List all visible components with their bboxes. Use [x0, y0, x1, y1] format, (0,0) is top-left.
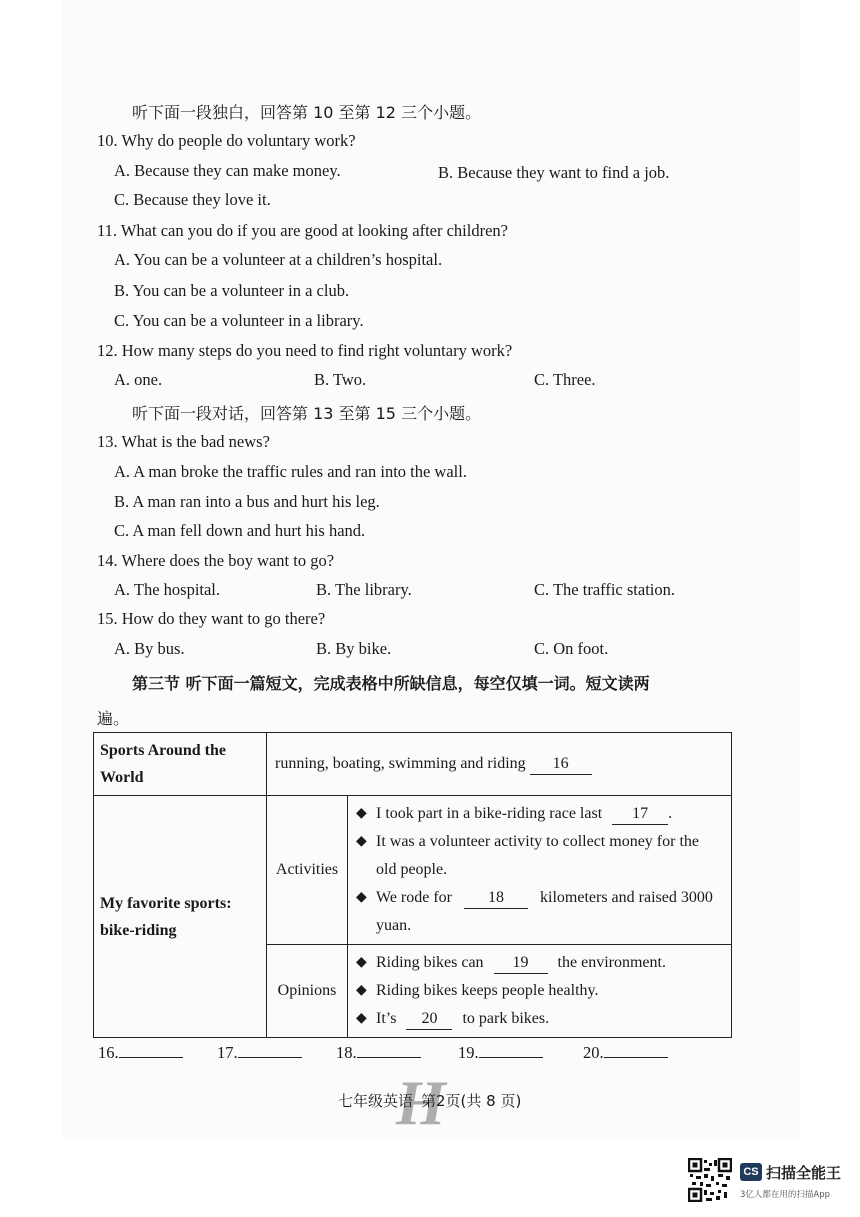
q10-option-c: C. Because they love it. — [114, 190, 271, 209]
sports-list-cell — [267, 733, 732, 796]
answer-blank-20[interactable]: 20 — [406, 1009, 452, 1030]
page-footer — [338, 1090, 521, 1111]
answer-slot-18[interactable] — [336, 1043, 421, 1063]
opinion-3-end: to park bikes. — [462, 1010, 550, 1027]
activities-cell — [348, 796, 732, 945]
list-item — [356, 828, 723, 884]
q11-option-b: B. You can be a volunteer in a club. — [114, 281, 350, 300]
table-row — [94, 796, 732, 945]
diamond-bullet-icon: ◆ — [356, 834, 367, 849]
sports-list-text: running, boating, swimming and riding — [275, 755, 526, 772]
activity-1-end: . — [668, 805, 673, 822]
answer-line[interactable] — [604, 1057, 668, 1058]
diamond-bullet-icon: ◆ — [356, 806, 367, 821]
table-row — [94, 733, 732, 796]
activity-1-text: I took part in a bike-riding race last — [376, 805, 603, 822]
answer-slot-20[interactable] — [583, 1043, 668, 1063]
list-item — [356, 884, 723, 940]
question-15: 15. How do they want to go there? — [97, 609, 326, 628]
diamond-bullet-icon: ◆ — [356, 955, 367, 970]
question-12: 12. How many steps do you need to find right voluntary work? — [97, 341, 513, 360]
q11-option-a: A. You can be a volunteer at a children’s hospital. — [114, 250, 443, 269]
question-10: 10. Why do people do voluntary work? — [97, 131, 356, 150]
sports-around-world-header: Sports Around the World — [94, 733, 267, 796]
q12-option-c: C. Three. — [534, 370, 596, 389]
h-watermark: H — [396, 1067, 446, 1138]
opinions-label: Opinions — [267, 945, 348, 1038]
opinion-1-end: the environment. — [557, 954, 666, 971]
section3-heading: 第三节 听下面一篇短文，完成表格中所缺信息，每空仅填一词。短文读两 — [132, 674, 650, 693]
q13-option-c: C. A man fell down and hurt his hand. — [114, 521, 366, 540]
camscanner-logo-icon: CS — [740, 1163, 762, 1181]
opinion-1-text: Riding bikes can — [376, 954, 484, 971]
answer-line[interactable] — [357, 1057, 421, 1058]
list-item — [356, 800, 723, 828]
answer-slot-19[interactable] — [458, 1043, 543, 1063]
answer-slot-16[interactable] — [98, 1043, 183, 1063]
answer-line[interactable] — [119, 1057, 183, 1058]
list-item — [356, 949, 723, 977]
answer-blank-18[interactable]: 18 — [464, 888, 528, 909]
q15-option-b: B. By bike. — [316, 639, 392, 658]
instruction-monologue: 听下面一段独白，回答第 10 至第 12 三个小题。 — [132, 103, 482, 122]
q10-option-a: A. Because they can make money. — [114, 161, 341, 180]
q12-option-b: B. Two. — [314, 370, 367, 389]
listening-table — [93, 732, 732, 1038]
answer-number: 20. — [583, 1043, 604, 1062]
answer-slot-17[interactable] — [217, 1043, 302, 1063]
question-13: 13. What is the bad news? — [97, 432, 270, 451]
favorite-sports-header: My favorite sports: bike-riding — [94, 796, 267, 1038]
answer-number: 17. — [217, 1043, 238, 1062]
q15-option-a: A. By bus. — [114, 639, 185, 658]
q13-option-a: A. A man broke the traffic rules and ran into the wall. — [114, 462, 467, 481]
activity-3-text: We rode for — [376, 889, 453, 906]
section3-heading-cont: 遍。 — [97, 709, 130, 728]
qr-code-icon — [688, 1158, 732, 1202]
diamond-bullet-icon: ◆ — [356, 1011, 367, 1026]
opinions-cell — [348, 945, 732, 1038]
answer-blank-19[interactable]: 19 — [494, 953, 548, 974]
opinion-2-text: Riding bikes keeps people healthy. — [376, 982, 599, 999]
answer-number: 18. — [336, 1043, 357, 1062]
scanner-brand: 扫描全能王 — [766, 1164, 842, 1182]
question-14: 14. Where does the boy want to go? — [97, 551, 335, 570]
q15-option-c: C. On foot. — [534, 639, 609, 658]
answer-number: 16. — [98, 1043, 119, 1062]
q10-option-b: B. Because they want to find a job. — [438, 163, 670, 182]
answer-number: 19. — [458, 1043, 479, 1062]
diamond-bullet-icon: ◆ — [356, 983, 367, 998]
diamond-bullet-icon: ◆ — [356, 890, 367, 905]
scanner-tagline: 3亿人都在用的扫描App — [740, 1190, 831, 1200]
answer-line[interactable] — [238, 1057, 302, 1058]
q14-option-b: B. The library. — [316, 580, 412, 599]
subject-label: 七年级英语 — [338, 1092, 414, 1110]
activity-2-text: It was a volunteer activity to collect money for the old people. — [376, 833, 699, 878]
q14-option-c: C. The traffic station. — [534, 580, 675, 599]
answer-line[interactable] — [479, 1057, 543, 1058]
list-item — [356, 977, 723, 1005]
instruction-dialogue: 听下面一段对话，回答第 13 至第 15 三个小题。 — [132, 404, 482, 423]
opinion-3-text: It’s — [376, 1010, 397, 1027]
list-item — [356, 1005, 723, 1033]
answer-blank-17[interactable]: 17 — [612, 804, 668, 825]
question-11: 11. What can you do if you are good at looking after children? — [97, 221, 508, 240]
q14-option-a: A. The hospital. — [114, 580, 221, 599]
answer-blank-16[interactable]: 16 — [530, 754, 592, 775]
q11-option-c: C. You can be a volunteer in a library. — [114, 311, 364, 330]
activities-label: Activities — [267, 796, 348, 945]
page-number: 第2页(共 8 页) — [421, 1092, 522, 1110]
q12-option-a: A. one. — [114, 370, 163, 389]
q13-option-b: B. A man ran into a bus and hurt his leg. — [114, 492, 380, 511]
activity-3-end: kilometers and raised 3000 yuan. — [376, 889, 713, 934]
